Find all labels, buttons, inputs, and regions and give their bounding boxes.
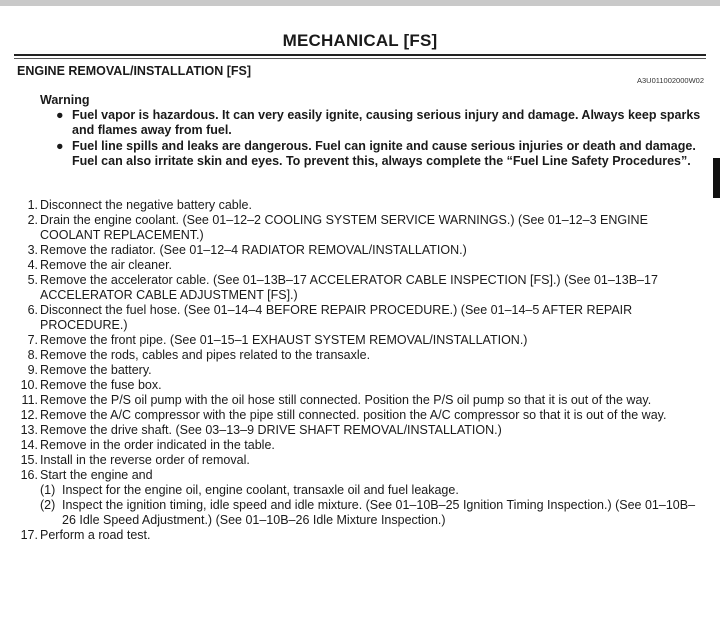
step-item	[14, 243, 708, 258]
bullet-icon: ●	[56, 108, 64, 122]
step-item	[14, 423, 708, 438]
substep-text: Inspect for the engine oil, engine coolant, transaxle oil and fuel leakage.	[62, 483, 459, 497]
page-edge-marker	[713, 158, 720, 198]
step-number: 4.	[27, 258, 38, 272]
step-number: 13.	[20, 423, 38, 437]
step-text: Remove the accelerator cable. (See 01–13B–17 ACCELERATOR CABLE INSPECTION [FS].) (See 01–13B–17 ACCELERATOR CABLE ADJUSTMENT [FS].)	[40, 273, 658, 302]
substep-item	[14, 498, 708, 528]
step-number: 17.	[20, 528, 38, 542]
top-border	[0, 0, 720, 6]
step-item	[14, 438, 708, 453]
step-item	[14, 303, 708, 333]
step-text: Remove the rods, cables and pipes related to the transaxle.	[40, 348, 371, 362]
step-item	[14, 348, 708, 363]
step-item	[14, 213, 708, 243]
step-number: 7.	[27, 333, 38, 347]
warning-box	[40, 93, 705, 169]
step-item	[14, 258, 708, 273]
step-number: 14.	[20, 438, 38, 452]
step-item	[14, 273, 708, 303]
step-text: Remove in the order indicated in the table.	[40, 438, 275, 452]
step-number: 16.	[20, 468, 38, 482]
step-number: 6.	[27, 303, 38, 317]
step-number: 2.	[27, 213, 38, 227]
step-item	[14, 363, 708, 378]
step-text: Remove the drive shaft. (See 03–13–9 DRIVE SHAFT REMOVAL/INSTALLATION.)	[40, 423, 502, 437]
step-item	[14, 453, 708, 468]
step-number: 15.	[20, 453, 38, 467]
warning-item	[40, 108, 705, 138]
step-text: Remove the fuse box.	[40, 378, 162, 392]
step-number: 12.	[20, 408, 38, 422]
section-title: ENGINE REMOVAL/INSTALLATION [FS]	[17, 64, 252, 78]
step-item	[14, 468, 708, 483]
warning-item-text: Fuel line spills and leaks are dangerous. Fuel can ignite and cause serious injuries or death and damage. Fuel can also irritate skin and eyes. To prevent this, always complete the “Fuel Line Safety Procedures”.	[72, 139, 696, 168]
step-text: Remove the front pipe. (See 01–15–1 EXHAUST SYSTEM REMOVAL/INSTALLATION.)	[40, 333, 528, 347]
procedure-steps	[14, 198, 708, 543]
title-rule-thin	[14, 58, 706, 59]
step-text: Disconnect the negative battery cable.	[40, 198, 252, 212]
step-text: Drain the engine coolant. (See 01–12–2 COOLING SYSTEM SERVICE WARNINGS.) (See 01–12–3 ENGINE COOLANT REPLACEMENT.)	[40, 213, 648, 242]
step-item	[14, 378, 708, 393]
step-text: Remove the battery.	[40, 363, 152, 377]
title-rule	[14, 54, 706, 56]
step-item	[14, 198, 708, 213]
step-number: 1.	[27, 198, 38, 212]
step-text: Remove the radiator. (See 01–12–4 RADIATOR REMOVAL/INSTALLATION.)	[40, 243, 467, 257]
step-item	[14, 528, 708, 543]
substep-text: Inspect the ignition timing, idle speed and idle mixture. (See 01–10B–25 Ignition Timing Inspection.) (See 01–10B–26 Idle Speed Adjustment.) (See 01–10B–26 Idle Mixture Inspection.)	[62, 498, 696, 527]
step-number: 10.	[20, 378, 38, 392]
page-title: MECHANICAL [FS]	[282, 31, 438, 50]
step-number: 3.	[27, 243, 38, 257]
warning-title: Warning	[40, 93, 90, 107]
step-text: Install in the reverse order of removal.	[40, 453, 250, 467]
step-number: 11.	[21, 393, 38, 407]
warning-item-text: Fuel vapor is hazardous. It can very easily ignite, causing serious injury and damage. Always keep sparks and flames away from fuel.	[72, 108, 701, 137]
step-number: 5.	[27, 273, 38, 287]
step-item	[14, 333, 708, 348]
step-text: Disconnect the fuel hose. (See 01–14–4 BEFORE REPAIR PROCEDURE.) (See 01–14–5 AFTER REPAIR PROCEDURE.)	[40, 303, 633, 332]
step-text: Remove the P/S oil pump with the oil hose still connected. Position the P/S oil pump so that it is out of the way.	[40, 393, 652, 407]
step-item	[14, 393, 708, 408]
warning-item	[40, 139, 705, 169]
step-text: Perform a road test.	[40, 528, 151, 542]
step-text: Start the engine and	[40, 468, 153, 482]
step-text: Remove the air cleaner.	[40, 258, 173, 272]
substep-item	[14, 483, 708, 498]
step-number: 9.	[27, 363, 38, 377]
substep-number: (2)	[40, 498, 56, 512]
step-item	[14, 408, 708, 423]
substep-number: (1)	[40, 483, 56, 497]
bullet-icon: ●	[56, 139, 64, 153]
step-text: Remove the A/C compressor with the pipe still connected. position the A/C compressor so that it is out of the way.	[40, 408, 667, 422]
step-number: 8.	[27, 348, 38, 362]
document-code: A3U011002000W02	[637, 76, 704, 85]
